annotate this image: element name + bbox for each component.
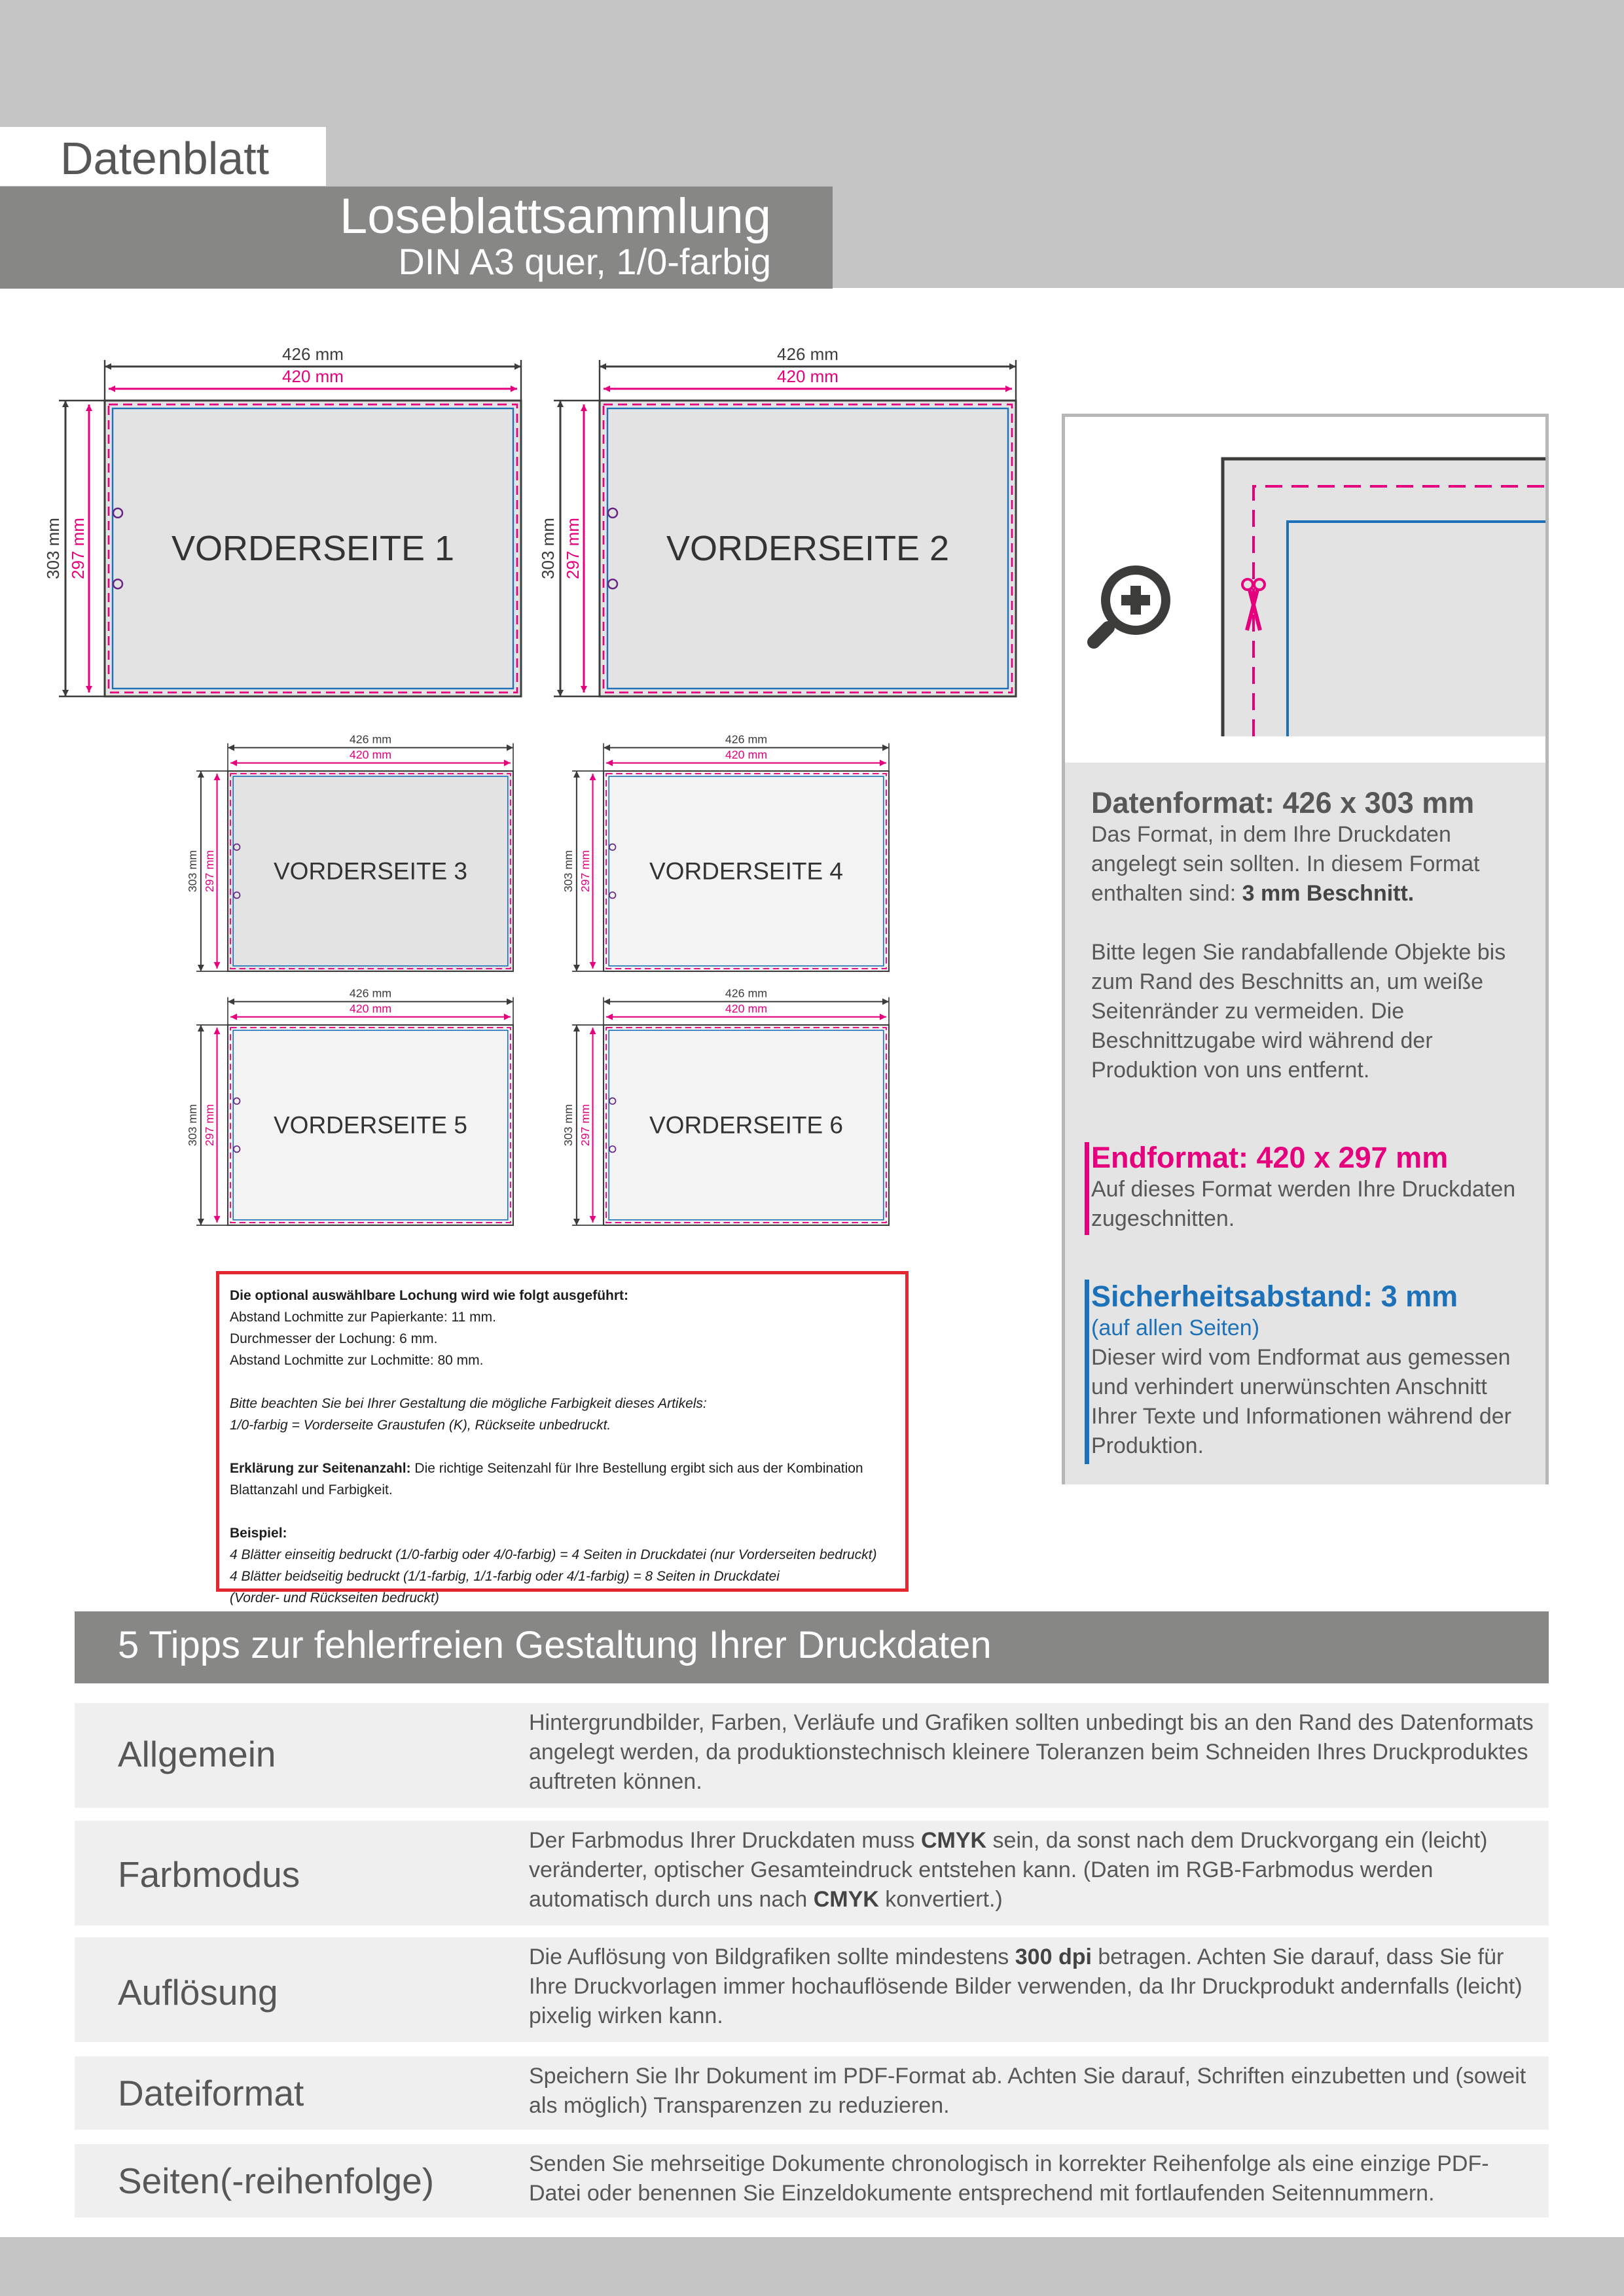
arrow-head <box>557 690 564 696</box>
arrow-head <box>62 690 69 696</box>
arrow-head <box>882 744 889 751</box>
arrow-head <box>228 744 234 751</box>
height-outer-label: 303 mm <box>186 1103 200 1147</box>
height-outer-label: 303 mm <box>538 518 558 579</box>
arrow-head <box>600 363 606 370</box>
height-inner-label: 297 mm <box>579 850 592 893</box>
bottom-band <box>0 2237 1624 2296</box>
height-inner-label: 297 mm <box>68 518 88 579</box>
tab-label: Datenblatt <box>60 133 270 184</box>
width-outer-label: 426 mm <box>282 344 344 364</box>
width-inner-label: 420 mm <box>349 1001 392 1015</box>
arrow-head <box>198 1219 204 1225</box>
arrow-head <box>228 998 234 1005</box>
tip-label: Dateiformat <box>118 2073 304 2113</box>
perforation-notice <box>216 1271 909 1605</box>
magnifier-plus-icon <box>1094 570 1166 642</box>
arrow-head <box>581 404 587 411</box>
width-inner-label: 420 mm <box>725 747 768 761</box>
product-title: Loseblattsammlung <box>339 188 771 244</box>
arrow-head <box>557 401 564 407</box>
arrow-head <box>507 744 513 751</box>
datenformat-bleed: 3 mm Beschnitt. <box>1242 881 1415 906</box>
arrow-head <box>504 760 511 766</box>
width-inner-label: 420 mm <box>777 367 839 386</box>
datenformat-text: Das Format, in dem Ihre Druckdaten angelegt sein sollten. In diesem Format enthalten sind: <box>1091 822 1480 906</box>
tip-label: Auflösung <box>118 1972 278 2013</box>
height-inner-label: 297 mm <box>203 850 217 893</box>
arrow-head <box>507 998 513 1005</box>
page-label: VORDERSEITE 3 <box>274 857 467 885</box>
arrow-head <box>198 1025 204 1031</box>
tips-heading: 5 Tipps zur fehlerfreien Gestaltung Ihrer Druckdaten <box>118 1624 992 1666</box>
format-diagrams <box>0 0 1047 1257</box>
notice-example: 4 Blätter beidseitig bedruckt (1/1-farbig, 1/1-farbig oder 4/1-farbig) = 8 Seiten in Druckdatei <box>230 1569 780 1584</box>
width-inner-label: 420 mm <box>282 367 344 386</box>
arrow-head <box>511 386 517 392</box>
tip-text: Der Farbmodus Ihrer Druckdaten muss CMYK sein, da sonst nach dem Druckvorgang ein (leicht) veränderter, optischer Gesamteindruck entstehen kann. (Daten im RGB-Farbmodus werden automatisch durch uns nach CMYK konvertiert.) <box>529 1828 1488 1912</box>
notice-page-count-label: Erklärung zur Seitenanzahl: <box>230 1461 411 1476</box>
height-inner-label: 297 mm <box>563 518 583 579</box>
notice-page-count <box>230 1458 895 1501</box>
datenformat-title: Datenformat: 426 x 303 mm <box>1091 786 1475 819</box>
width-outer-label: 426 mm <box>349 986 392 1000</box>
tip-text: Senden Sie mehrseitige Dokumente chronologisch in korrekter Reihenfolge als eine einzige PDF-Datei oder benennen Sie Einzeldokumente entsprechend mit fortlaufenden Seitennummern. <box>529 2151 1489 2206</box>
arrow-head <box>880 760 886 766</box>
arrow-head <box>590 1216 596 1223</box>
tip-row-dateiformat <box>75 2056 1549 2130</box>
arrow-head <box>590 962 596 969</box>
arrow-head <box>214 774 221 780</box>
notice-title: Die optional auswählbare Lochung wird wie folgt ausgeführt: <box>230 1288 629 1303</box>
tip-text: Die Auflösung von Bildgrafiken sollte mindestens 300 dpi betragen. Achten Sie darauf, dass Sie für Ihre Druckvorlagen immer hochauflösende Bilder verwenden, da Ihr Druckprodukt andernfalls (leicht) pixelig wirken kann. <box>529 1945 1523 2028</box>
notice-color-hint: Bitte beachten Sie bei Ihrer Gestaltung die mögliche Farbigkeit dieses Artikels: <box>230 1396 707 1411</box>
arrow-head <box>880 1014 886 1020</box>
tip-text: Speichern Sie Ihr Dokument im PDF-Format ab. Achten Sie darauf, Schriften einzubetten und (soweit als möglich) Transparenzen zu reduzieren. <box>529 2064 1526 2118</box>
notice-color-hint: 1/0-farbig = Vorderseite Graustufen (K), Rückseite unbedruckt. <box>230 1418 611 1433</box>
info-text-area <box>1065 762 1545 1484</box>
product-subtitle: DIN A3 quer, 1/0-farbig <box>398 241 771 282</box>
zoom-detail <box>1065 417 1545 762</box>
arrow-head <box>606 760 613 766</box>
page-label: VORDERSEITE 6 <box>649 1111 843 1139</box>
arrow-head <box>590 774 596 780</box>
arrow-head <box>230 1014 237 1020</box>
height-inner-label: 297 mm <box>579 1103 592 1147</box>
arrow-head <box>214 1216 221 1223</box>
arrow-head <box>573 1025 580 1031</box>
width-outer-label: 426 mm <box>349 732 392 746</box>
height-inner-label: 297 mm <box>203 1103 217 1147</box>
width-inner-label: 420 mm <box>349 747 392 761</box>
format-info-box <box>1062 414 1549 1484</box>
arrow-head <box>504 1014 511 1020</box>
width-inner-label: 420 mm <box>725 1001 768 1015</box>
notice-example-label: Beispiel: <box>230 1526 287 1541</box>
width-outer-label: 426 mm <box>777 344 839 364</box>
sicherheit-title: Sicherheitsabstand: 3 mm <box>1091 1280 1458 1313</box>
tip-row-allgemein <box>75 1703 1549 1808</box>
arrow-head <box>590 1028 596 1034</box>
arrow-head <box>1005 386 1012 392</box>
sicherheit-subtitle: (auf allen Seiten) <box>1091 1316 1260 1340</box>
endformat-text: Auf dieses Format werden Ihre Druckdaten zugeschnitten. <box>1091 1177 1516 1231</box>
arrow-head <box>581 686 587 692</box>
notice-example: (Vorder- und Rückseiten bedruckt) <box>230 1590 439 1605</box>
page-label: VORDERSEITE 1 <box>171 529 455 568</box>
notice-example: 4 Blätter einseitig bedruckt (1/0-farbig oder 4/0-farbig) = 4 Seiten in Druckdatei (nur Vorderseiten bedruckt) <box>230 1547 877 1562</box>
height-outer-label: 303 mm <box>186 850 200 893</box>
page-label: VORDERSEITE 2 <box>666 529 950 568</box>
height-outer-label: 303 mm <box>562 1103 575 1147</box>
height-outer-label: 303 mm <box>562 850 575 893</box>
datenformat-hint: Bitte legen Sie randabfallende Objekte bis zum Rand des Beschnitts an, um weiße Seitenränder zu vermeiden. Die Beschnittzugabe wird während der Produktion von uns entfernt. <box>1091 940 1506 1083</box>
arrow-head <box>198 965 204 971</box>
arrow-head <box>109 386 115 392</box>
page-label: VORDERSEITE 5 <box>274 1111 467 1139</box>
endformat-title: Endformat: 420 x 297 mm <box>1091 1141 1449 1174</box>
arrow-head <box>214 962 221 969</box>
arrow-head <box>573 1219 580 1225</box>
notice-line: Abstand Lochmitte zur Lochmitte: 80 mm. <box>230 1353 484 1368</box>
datenformat-section <box>1091 786 1536 1085</box>
arrow-head <box>1009 363 1016 370</box>
arrow-head <box>606 1014 613 1020</box>
height-outer-label: 303 mm <box>43 518 63 579</box>
arrow-head <box>198 771 204 778</box>
arrow-head <box>105 363 111 370</box>
tips-heading-bar <box>75 1611 1549 1683</box>
arrow-head <box>86 404 92 411</box>
arrow-head <box>514 363 521 370</box>
arrow-head <box>230 760 237 766</box>
width-outer-label: 426 mm <box>725 986 768 1000</box>
endformat-marker <box>1085 1142 1089 1235</box>
sicherheit-section <box>1091 1280 1536 1461</box>
arrow-head <box>604 386 610 392</box>
width-outer-label: 426 mm <box>725 732 768 746</box>
notice-line: Durchmesser der Lochung: 6 mm. <box>230 1331 438 1346</box>
sicherheit-text: Dieser wird vom Endformat aus gemessen und verhindert unerwünschten Anschnitt Ihrer Texte und Informationen während der Produktion. <box>1091 1345 1511 1458</box>
arrow-head <box>604 998 610 1005</box>
arrow-head <box>604 744 610 751</box>
tip-row-seiten <box>75 2144 1549 2217</box>
tip-text: Hintergrundbilder, Farben, Verläufe und Grafiken sollten unbedingt bis an den Rand des Datenformats angelegt werden, da produktionstechnisch kleinere Toleranzen beim Schneiden Ihres Druckproduktes auftreten können. <box>529 1710 1534 1794</box>
sicherheit-marker <box>1085 1280 1089 1464</box>
arrow-head <box>573 965 580 971</box>
arrow-head <box>86 686 92 692</box>
tip-label: Seiten(-reihenfolge) <box>118 2161 435 2201</box>
tip-row-farbmodus <box>75 1821 1549 1926</box>
tip-row-aufloesung <box>75 1937 1549 2042</box>
tip-label: Allgemein <box>118 1734 276 1774</box>
notice-page-count-text: Die richtige Seitenzahl für Ihre Bestellung ergibt sich aus der Kombination Blattanzahl und Farbigkeit. <box>230 1461 863 1498</box>
endformat-section <box>1091 1141 1536 1234</box>
tip-label: Farbmodus <box>118 1854 300 1895</box>
arrow-head <box>882 998 889 1005</box>
arrow-head <box>62 401 69 407</box>
page-label: VORDERSEITE 4 <box>649 857 843 885</box>
arrow-head <box>214 1028 221 1034</box>
notice-line: Abstand Lochmitte zur Papierkante: 11 mm. <box>230 1310 496 1325</box>
arrow-head <box>573 771 580 778</box>
